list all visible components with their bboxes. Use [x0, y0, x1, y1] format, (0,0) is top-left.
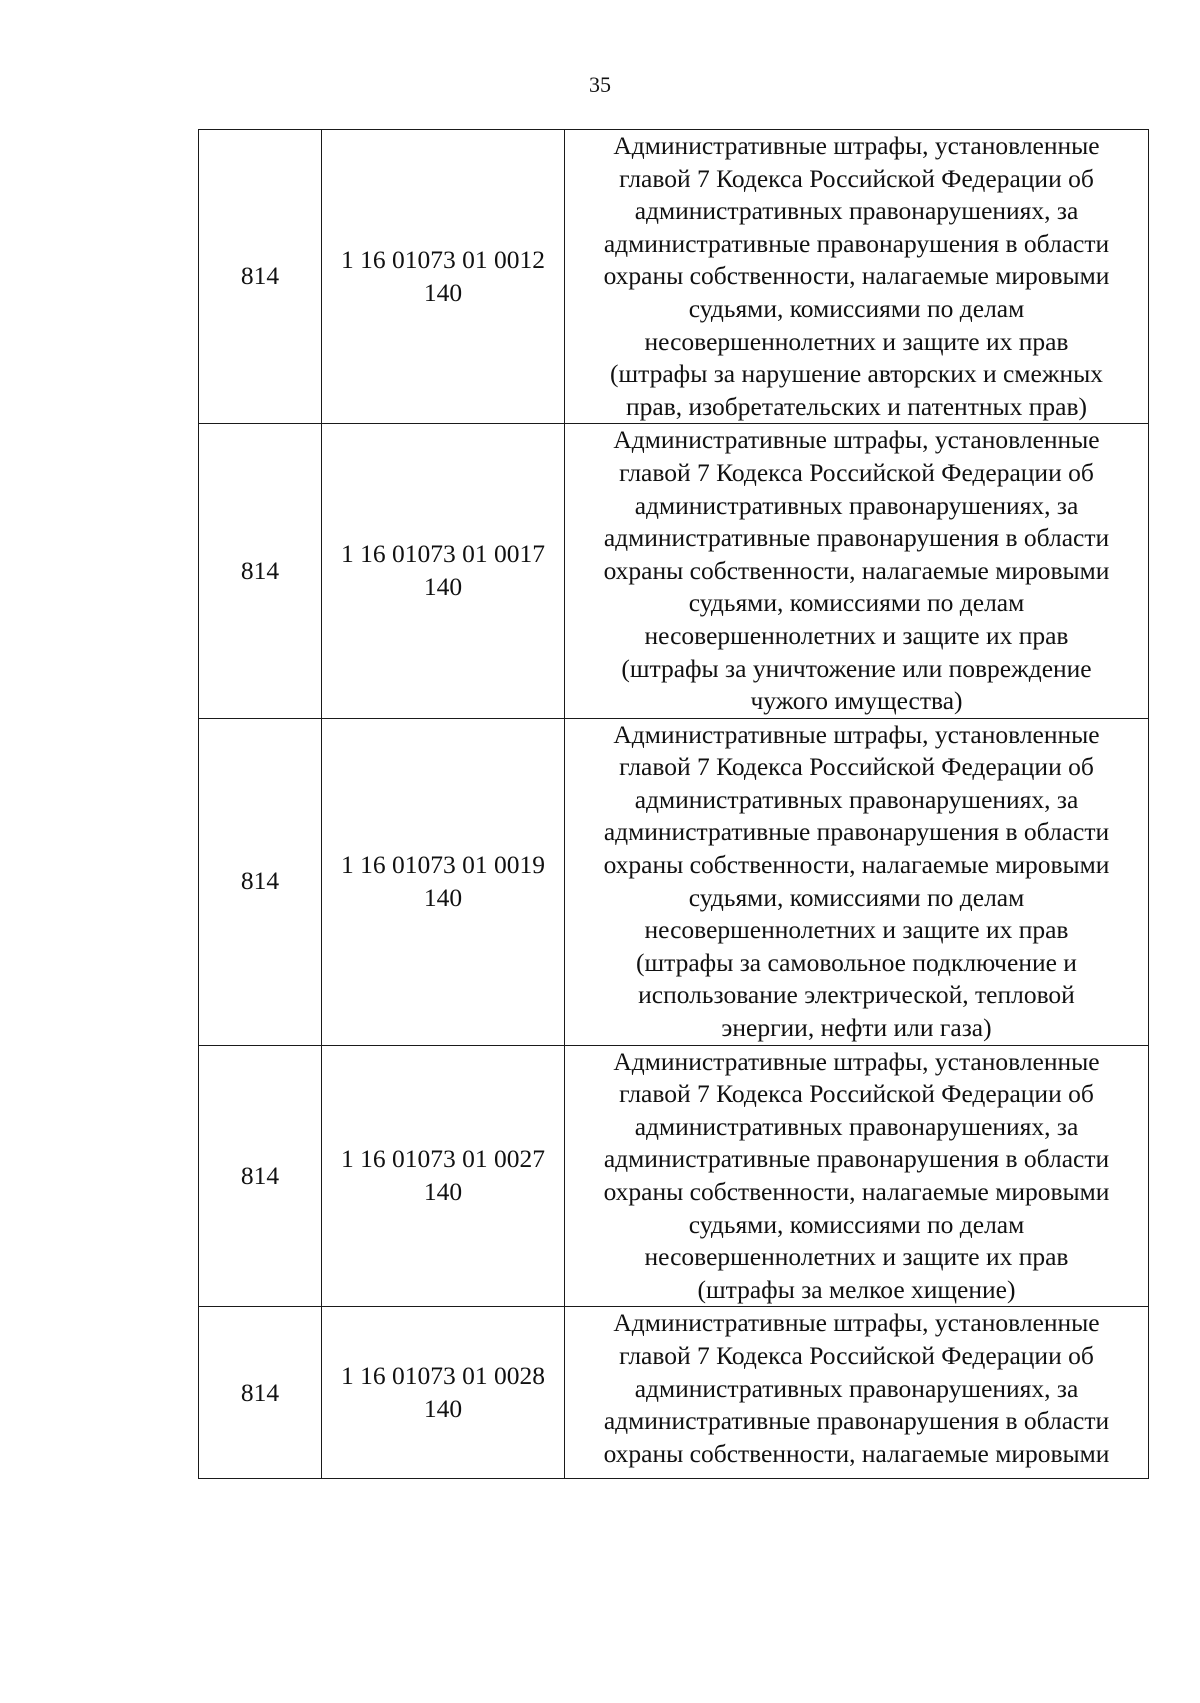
description-line: (штрафы за нарушение авторских и смежных [610, 359, 1103, 389]
kbk-code-line: 140 [423, 572, 463, 602]
description-line: административные правонарушения в области [603, 1144, 1110, 1174]
table-body [199, 130, 1149, 1479]
description-line: Административные штрафы, установленные [613, 1308, 1100, 1338]
description-line: главой 7 Кодекса Российской Федерации об [619, 163, 1094, 193]
description-line: Административные штрафы, установленные [613, 719, 1100, 749]
description-line: судьями, комиссиями по делам [688, 882, 1025, 912]
description-line: (штрафы за самовольное подключение и [636, 947, 1077, 977]
table-row [199, 424, 1149, 718]
kbk-code-line: 1 16 01073 01 0027 [341, 1144, 545, 1174]
description-line: чужого имущества) [750, 686, 963, 716]
description-line: энергии, нефти или газа) [721, 1013, 992, 1043]
description-line: несовершеннолетних и защите их прав [644, 326, 1069, 356]
description-line: несовершеннолетних и защите их прав [644, 1242, 1069, 1272]
kbk-code-line: 1 16 01073 01 0017 [341, 539, 545, 569]
description-line: главой 7 Кодекса Российской Федерации об [619, 1340, 1094, 1370]
description-line: прав, изобретательских и патентных прав) [625, 391, 1087, 421]
admin-code-cell: 814 [199, 130, 322, 424]
description-line: главой 7 Кодекса Российской Федерации об [619, 752, 1094, 782]
kbk-code-cell [322, 1307, 565, 1479]
description-line: судьями, комиссиями по делам [688, 588, 1025, 618]
description-line: (штрафы за уничтожение или повреждение [621, 653, 1092, 683]
admin-code-cell: 814 [199, 1045, 322, 1307]
admin-code-cell: 814 [199, 424, 322, 718]
kbk-code-line: 140 [423, 882, 463, 912]
description-line: несовершеннолетних и защите их прав [644, 620, 1069, 650]
kbk-code-cell [322, 424, 565, 718]
description-line: охраны собственности, налагаемые мировыми [603, 850, 1110, 880]
kbk-code-line: 140 [423, 277, 463, 307]
description-line: административных правонарушениях, за [634, 490, 1079, 520]
kbk-code-line: 1 16 01073 01 0012 [341, 245, 545, 275]
description-line: административных правонарушениях, за [634, 1373, 1079, 1403]
description-line: административных правонарушениях, за [634, 1111, 1079, 1141]
description-line: охраны собственности, налагаемые мировыми [603, 1438, 1110, 1468]
description-line: Административные штрафы, установленные [613, 131, 1100, 160]
kbk-code-cell [322, 718, 565, 1045]
description-line: Административные штрафы, установленные [613, 425, 1100, 455]
description-line: охраны собственности, налагаемые мировыми [603, 555, 1110, 585]
kbk-code-line: 1 16 01073 01 0028 [341, 1361, 545, 1391]
description-line: несовершеннолетних и защите их прав [644, 915, 1069, 945]
description-line: главой 7 Кодекса Российской Федерации об [619, 457, 1094, 487]
table-row [199, 718, 1149, 1045]
description-line: охраны собственности, налагаемые мировыми [603, 261, 1110, 291]
kbk-code-line: 140 [423, 1393, 463, 1423]
admin-code-cell: 814 [199, 1307, 322, 1479]
description-cell [565, 1307, 1149, 1479]
description-line: (штрафы за мелкое хищение) [697, 1274, 1016, 1304]
page-number: 35 [589, 72, 611, 97]
description-line: главой 7 Кодекса Российской Федерации об [619, 1079, 1094, 1109]
table-row [199, 130, 1149, 424]
description-line: использование электрической, тепловой [638, 980, 1075, 1010]
description-line: административные правонарушения в области [603, 817, 1110, 847]
description-line: судьями, комиссиями по делам [688, 1209, 1025, 1239]
description-line: судьями, комиссиями по делам [688, 293, 1025, 323]
description-line: административных правонарушениях, за [634, 196, 1079, 226]
description-line: административные правонарушения в области [603, 523, 1110, 553]
description-line: Административные штрафы, установленные [613, 1046, 1100, 1076]
kbk-code-cell [322, 130, 565, 424]
description-line: административные правонарушения в области [603, 1406, 1110, 1436]
description-cell [565, 718, 1149, 1045]
description-cell [565, 1045, 1149, 1307]
description-cell [565, 130, 1149, 424]
description-line: административных правонарушениях, за [634, 784, 1079, 814]
description-cell [565, 424, 1149, 718]
budget-codes-table [198, 129, 1149, 1479]
description-line: административные правонарушения в области [603, 228, 1110, 258]
table-row [199, 1045, 1149, 1307]
table-row [199, 1307, 1149, 1479]
kbk-code-cell [322, 1045, 565, 1307]
description-line: охраны собственности, налагаемые мировыми [603, 1177, 1110, 1206]
kbk-code-line: 1 16 01073 01 0019 [341, 850, 545, 880]
kbk-code-line: 140 [423, 1177, 463, 1206]
admin-code-cell: 814 [199, 718, 322, 1045]
